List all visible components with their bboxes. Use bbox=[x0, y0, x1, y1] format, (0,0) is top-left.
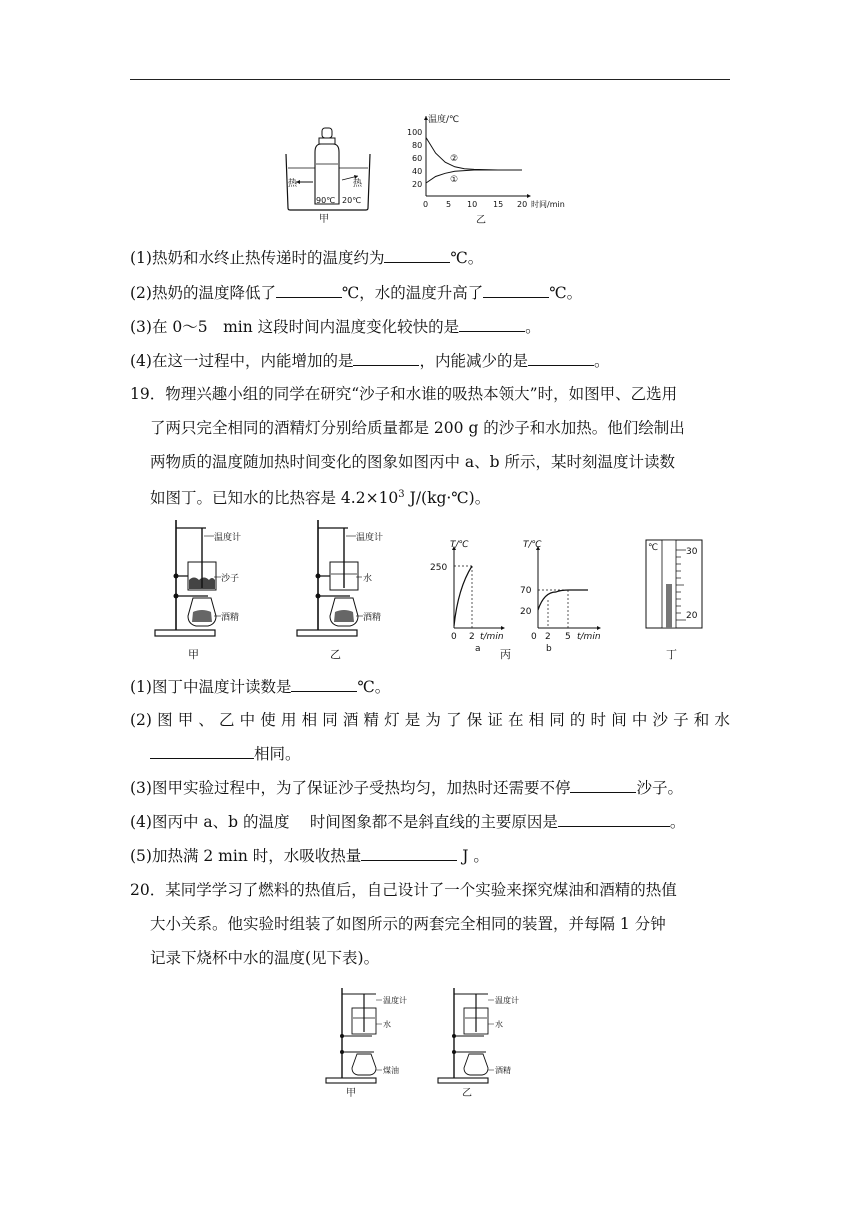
q18-4-text-c: 。 bbox=[593, 352, 610, 370]
fig18-jia-hot-left: 热 bbox=[288, 179, 298, 189]
q18-2-text-c: ℃。 bbox=[549, 284, 583, 302]
fig18-yi-xtick-0: 0 bbox=[423, 200, 429, 209]
q19-fig-bing-graphs bbox=[420, 538, 610, 662]
fig18-yi-xtick-10: 10 bbox=[467, 200, 478, 209]
q19-graph-b-x0: 0 bbox=[531, 632, 537, 642]
q18-3-text: (3)在 0～5 min 这段时间内温度变化较快的是 bbox=[130, 318, 460, 336]
q19-graph-b-y70: 70 bbox=[520, 586, 532, 596]
q19-2-char: 精 bbox=[363, 711, 380, 729]
fig18-yi-curve1-label: ① bbox=[450, 175, 459, 185]
q18-2-blank-2[interactable] bbox=[483, 282, 549, 298]
q19-line-2-cont bbox=[150, 743, 730, 764]
q19-2-char: 中 bbox=[239, 711, 256, 729]
q19-graph-a-ylabel: T/℃ bbox=[450, 540, 469, 550]
q18-4-text-a: (4)在这一过程中，内能增加的是 bbox=[130, 352, 354, 370]
q20-stem-line-2: 大小关系。他实验时组装了如图所示的两套完全相同的装置，并每隔 1 分钟 bbox=[150, 915, 666, 933]
q20-stem-line-3: 记录下烧杯中水的温度(见下表)。 bbox=[150, 949, 380, 967]
q19-2-char: 相 bbox=[528, 711, 545, 729]
top-rule bbox=[130, 79, 730, 80]
fig18-jia-hot-right: 热 bbox=[353, 179, 363, 189]
q19-graph-b-curve bbox=[538, 590, 588, 610]
q20-fig-apparatus bbox=[320, 982, 540, 1102]
q19-2-char: 甲 bbox=[177, 711, 194, 729]
q20-left-water-label: 水 bbox=[383, 1020, 391, 1029]
q19-stem-line-2: 了两只完全相同的酒精灯分别给质量都是 200 g 的沙子和水加热。他们绘制出 bbox=[150, 419, 685, 437]
q18-3-end: 。 bbox=[525, 318, 541, 336]
q19-fig-yi-apparatus bbox=[290, 512, 400, 662]
fig18-yi-chart bbox=[400, 110, 580, 228]
q20-right-water-label: 水 bbox=[495, 1020, 503, 1029]
fig18-yi-curve-1 bbox=[426, 170, 522, 183]
fig18-jia-milk-temp: 90℃ bbox=[316, 196, 336, 205]
q19-graph-a-xlabel: t/min bbox=[480, 632, 504, 642]
q19-line-2 bbox=[130, 710, 730, 730]
q19-graph-b-x5: 5 bbox=[565, 632, 571, 642]
q20-yi-caption: 乙 bbox=[462, 1088, 472, 1099]
q19-graph-b-ylabel: T/℃ bbox=[523, 540, 542, 550]
fig18-yi-ytick-40: 40 bbox=[412, 167, 423, 176]
q19-stem-line-3: 两物质的温度随加热时间变化的图象如图丙中 a、b 所示，某时刻温度计读数 bbox=[150, 453, 676, 471]
q19-line-5 bbox=[130, 845, 730, 866]
q19-graph-b-y20: 20 bbox=[520, 607, 532, 617]
q19-fig-ding-thermometer bbox=[638, 536, 720, 662]
q19-2-tail: 相同。 bbox=[254, 745, 301, 763]
q19-4-blank[interactable] bbox=[558, 811, 670, 827]
fig18-yi-ytick-20: 20 bbox=[412, 180, 423, 189]
q19-3-blank[interactable] bbox=[570, 777, 636, 793]
q19-2-char: 酒 bbox=[342, 711, 359, 729]
q19-2-char: 、 bbox=[198, 711, 214, 729]
q19-ding-caption: 丁 bbox=[666, 648, 677, 661]
q19-line-1 bbox=[130, 676, 730, 697]
q19-bing-caption: 丙 bbox=[500, 648, 511, 661]
fig18-yi-xtick-15: 15 bbox=[493, 200, 504, 209]
q18-3-blank[interactable] bbox=[459, 316, 525, 332]
q19-2-char: 和 bbox=[693, 711, 710, 729]
q19-2-char: 用 bbox=[280, 711, 297, 729]
q19-yi-alcohol-label: 酒精 bbox=[363, 613, 382, 623]
q18-2-text-b: ℃，水的温度升高了 bbox=[341, 284, 484, 302]
q19-2-char: 在 bbox=[507, 711, 524, 729]
q19-2-char: 保 bbox=[466, 711, 483, 729]
q18-1-text: (1)热奶和水终止热传递时的温度约为 bbox=[130, 249, 385, 267]
fig18-yi-ytick-80: 80 bbox=[412, 141, 423, 150]
fig18-yi-xtick-5: 5 bbox=[446, 200, 452, 209]
q19-2-char: 沙 bbox=[652, 711, 668, 729]
fig18-jia-water-temp: 20℃ bbox=[342, 196, 362, 205]
q19-jia-alcohol-label: 酒精 bbox=[221, 613, 240, 623]
q19-graph-a-x0: 0 bbox=[451, 632, 457, 642]
q19-4-text: (4)图丙中 a、b 的温度 时间图象都不是斜直线的主要原因是 bbox=[130, 813, 558, 831]
q20-alcohol-label: 酒精 bbox=[495, 1066, 511, 1075]
q19-stem-line-4 bbox=[150, 485, 730, 508]
q19-yi-thermometer-label: 温度计 bbox=[356, 533, 384, 543]
q19-2-char: 为 bbox=[425, 711, 441, 729]
q19-line-4 bbox=[130, 811, 730, 832]
q19-jia-thermometer-label: 温度计 bbox=[214, 533, 242, 543]
q20-left-thermometer-label: 温度计 bbox=[383, 996, 407, 1005]
q19-2-char: 图 bbox=[157, 711, 173, 729]
q20-stem-line-1: 20．某同学学习了燃料的热值后，自己设计了一个实验来探究煤油和酒精的热值 bbox=[130, 881, 677, 899]
q19-ding-unit: ℃ bbox=[648, 543, 659, 553]
q19-2-char: 子 bbox=[673, 711, 689, 729]
fig18-yi-xtick-20: 20 bbox=[517, 200, 528, 209]
q19-2-blank[interactable] bbox=[150, 743, 254, 759]
q19-1-text: (1)图丁中温度计读数是 bbox=[130, 678, 292, 696]
q19-5-unit: J 。 bbox=[462, 847, 489, 865]
q19-2-char: 证 bbox=[487, 711, 503, 729]
fig18-yi-ylabel: 温度/℃ bbox=[428, 115, 460, 125]
q19-graph-b-xlabel: t/min bbox=[577, 632, 601, 642]
q19-1-blank[interactable] bbox=[291, 676, 357, 692]
q19-2-char: 灯 bbox=[384, 711, 400, 729]
q20-jia-caption: 甲 bbox=[346, 1088, 356, 1099]
q20-right-thermometer-label: 温度计 bbox=[495, 996, 519, 1005]
q19-line-3 bbox=[130, 777, 730, 798]
q19-2-char: 中 bbox=[631, 711, 648, 729]
q18-line-3 bbox=[130, 316, 730, 337]
q18-1-blank[interactable] bbox=[384, 247, 450, 263]
q18-4-blank-1[interactable] bbox=[353, 350, 419, 366]
q19-2-char: 同 bbox=[549, 711, 565, 729]
q18-2-blank-1[interactable] bbox=[276, 282, 342, 298]
q18-1-unit: ℃。 bbox=[450, 249, 484, 267]
q19-ding-20: 20 bbox=[686, 611, 698, 621]
q19-5-blank[interactable] bbox=[361, 845, 457, 861]
q19-5-text: (5)加热满 2 min 时，水吸收热量 bbox=[130, 847, 362, 865]
fig18-yi-caption: 乙 bbox=[476, 215, 486, 226]
q18-2-text-a: (2)热奶的温度降低了 bbox=[130, 284, 276, 302]
q19-stem-line-4a: 如图丁。已知水的比热容是 4.2×10 bbox=[150, 489, 399, 508]
q19-2-char: 是 bbox=[404, 711, 421, 729]
q19-2-char: 水 bbox=[714, 711, 730, 729]
q19-graph-b-name: b bbox=[546, 644, 552, 654]
q19-stem-exponent: 3 bbox=[398, 489, 405, 500]
q19-2-char: 间 bbox=[611, 711, 627, 729]
q20-kerosene-label: 煤油 bbox=[383, 1066, 399, 1075]
q19-2-char: 使 bbox=[260, 711, 276, 729]
q19-2-char: 的 bbox=[569, 711, 586, 729]
q19-graph-a-curve bbox=[454, 566, 472, 626]
q19-graph-b-x2: 2 bbox=[545, 632, 551, 642]
q19-3-text: (3)图甲实验过程中，为了保证沙子受热均匀，加热时还需要不停 bbox=[130, 779, 571, 797]
q18-4-blank-2[interactable] bbox=[528, 350, 594, 366]
q19-yi-caption: 乙 bbox=[330, 648, 341, 661]
q18-line-1 bbox=[130, 247, 730, 268]
q19-graph-a-name: a bbox=[475, 644, 481, 654]
fig18-yi-ytick-60: 60 bbox=[412, 154, 423, 163]
q19-ding-30: 30 bbox=[686, 547, 698, 557]
q18-line-2 bbox=[130, 282, 730, 303]
q19-stem-line-4b: J/(kg·℃)。 bbox=[404, 489, 491, 508]
q19-yi-water-label: 水 bbox=[363, 574, 373, 584]
q18-line-4 bbox=[130, 350, 730, 371]
fig18-yi-curve2-label: ② bbox=[450, 154, 459, 164]
q19-2-char: (2) bbox=[130, 711, 152, 729]
q19-2-char: 同 bbox=[322, 711, 338, 729]
q19-2-char: 时 bbox=[590, 711, 607, 729]
q19-jia-caption: 甲 bbox=[188, 648, 199, 661]
q19-1-unit: ℃。 bbox=[357, 678, 391, 696]
q19-4-end: 。 bbox=[669, 813, 686, 831]
fig18-yi-xlabel: 时间/min bbox=[531, 200, 565, 209]
fig18-yi-curve-2 bbox=[426, 138, 522, 171]
q19-2-char: 相 bbox=[301, 711, 318, 729]
q19-2-char: 乙 bbox=[219, 711, 235, 729]
q19-graph-a-x2: 2 bbox=[469, 632, 475, 642]
fig18-jia-diagram bbox=[278, 124, 378, 228]
fig18-jia-caption: 甲 bbox=[319, 214, 329, 225]
q19-2-char: 了 bbox=[446, 711, 462, 729]
fig18-yi-ytick-100: 100 bbox=[407, 128, 423, 137]
q19-graph-a-y250: 250 bbox=[430, 563, 448, 573]
q19-fig-jia-apparatus bbox=[148, 512, 258, 662]
q18-4-text-b: ，内能减少的是 bbox=[419, 352, 528, 370]
q19-3-end: 沙子。 bbox=[636, 779, 683, 797]
q19-stem-line-1: 19．物理兴趣小组的同学在研究“沙子和水谁的吸热本领大”时，如图甲、乙选用 bbox=[130, 385, 678, 403]
q19-jia-sand-label: 沙子 bbox=[221, 574, 240, 584]
